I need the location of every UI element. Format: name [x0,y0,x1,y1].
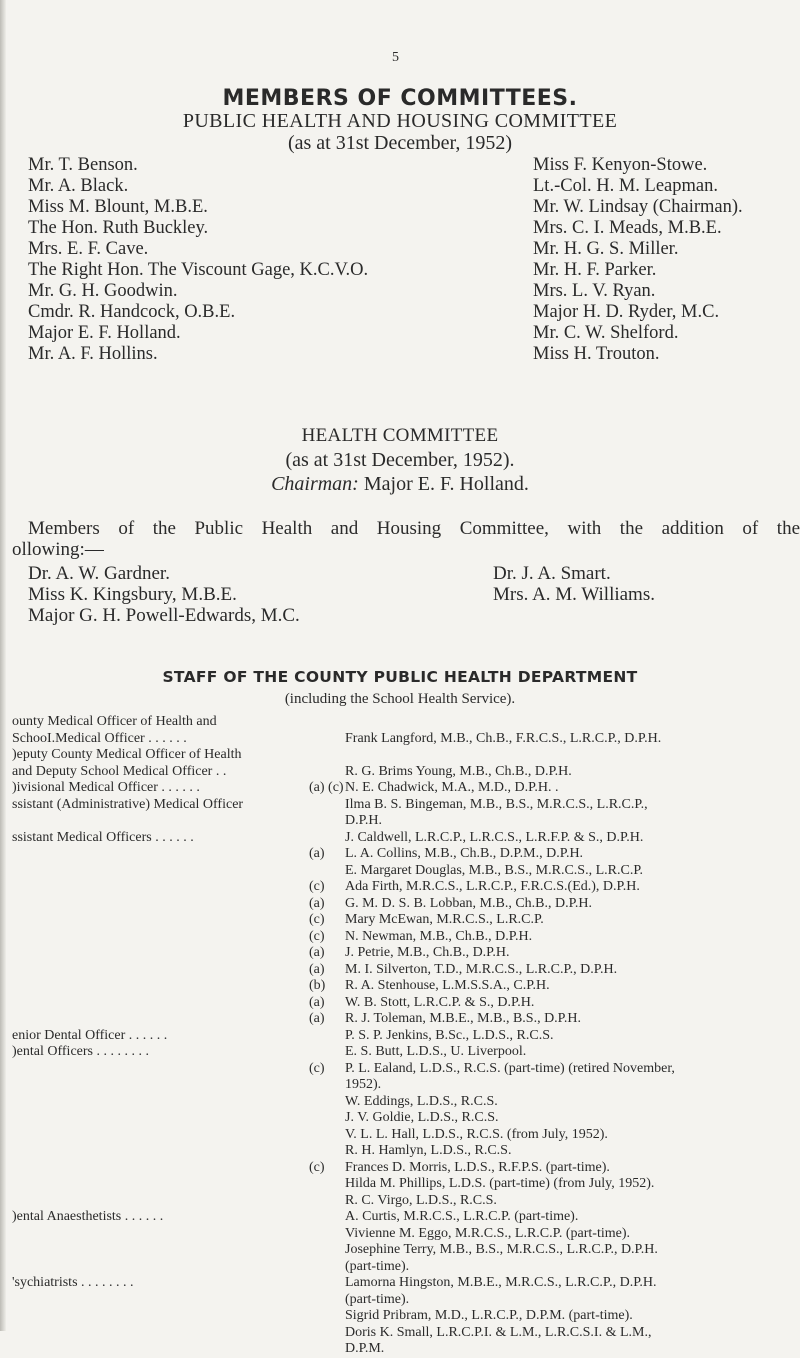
staff-qualifier-mark [309,1242,343,1259]
staff-member-name: V. L. L. Hall, L.D.S., R.C.S. (from July, 1952). [345,1126,608,1142]
member-name: Mr. A. Black. [28,176,129,196]
phc-title: PUBLIC HEALTH AND HOUSING COMMITTEE [182,110,618,132]
staff-role-label [12,1176,312,1193]
chairman-name: Major E. F. Holland. [363,473,529,495]
staff-role-label: SchooI.Medical Officer . . . . . . [12,730,187,746]
staff-qualifier-mark: (b) [309,978,326,993]
staff-member-name: Ilma B. S. Bingeman, M.B., B.S., M.R.C.S., L.R.C.P., [345,796,648,812]
hc-title: HEALTH COMMITTEE [301,425,499,446]
hc-members-left [28,563,300,626]
staff-role-label [12,995,312,1012]
member-name: The Right Hon. The Viscount Gage, K.C.V.O. [28,260,369,280]
staff-member-name [345,714,797,731]
hc-members-right [493,563,655,605]
member-name: Mr. A. F. Hollins. [28,344,158,364]
staff-qualifier-mark [309,1209,343,1226]
staff-qualifier-mark [309,1226,343,1243]
staff-qualifier-mark [309,1143,343,1160]
staff-qualifier-mark: (a) (c) [309,780,344,795]
staff-role-label [12,1226,312,1243]
member-name: Major H. D. Ryder, M.C. [533,302,720,322]
staff-qualifier-mark: (c) [309,1159,325,1175]
staff-role-label: )ivisional Medical Officer . . . . . . [12,780,200,795]
staff-member-name: Frank Langford, M.B., Ch.B., F.R.C.S., L.R.C.P., D.P.H. [345,730,662,746]
staff-role-label [12,1110,312,1127]
staff-qualifier-mark [309,1028,343,1045]
staff-name-column [345,714,797,1358]
staff-role-label [12,1094,312,1111]
staff-role-label: and Deputy School Medical Officer . . [12,763,227,779]
staff-role-label [12,1077,312,1094]
staff-role-label: )eputy County Medical Officer of Health [12,747,242,762]
staff-member-name: D.P.H. [345,813,382,828]
staff-member-name: W. B. Stott, L.R.C.P. & S., D.P.H. [345,994,535,1010]
member-name: Dr. J. A. Smart. [493,563,611,584]
staff-member-name: (part-time). [345,1258,410,1274]
staff-member-name: Lamorna Hingston, M.B.E., M.R.C.S., L.R.C.P., D.P.H. [345,1275,657,1290]
member-name: Mr. H. F. Parker. [533,260,657,280]
staff-role-label [12,1308,312,1325]
member-name: Mr. H. G. S. Miller. [533,239,679,259]
phc-members-left [28,155,368,365]
member-name: Major E. F. Holland. [28,323,181,343]
staff-role-label: )ental Officers . . . . . . . . [12,1044,149,1059]
staff-member-name: P. L. Ealand, L.D.S., R.C.S. (part-time) (retired November, [345,1060,675,1076]
hc-chairman [0,473,800,496]
staff-role-label [12,813,312,830]
staff-qualifier-mark: (c) [309,879,325,894]
staff-qualifier-mark: (a) [309,895,325,911]
staff-role-label [12,912,312,929]
staff-member-name: E. Margaret Douglas, M.B., B.S., M.R.C.S., L.R.C.P. [345,862,644,878]
hc-intro [28,518,800,539]
page-number: 5 [392,50,399,65]
staff-qualifier-mark [309,764,343,781]
staff-role-label: 'sychiatrists . . . . . . . . [12,1275,134,1290]
member-name: Miss K. Kingsbury, M.B.E. [28,584,237,605]
staff-qualifier-mark [309,1308,343,1325]
staff-qualifier-mark [309,863,343,880]
staff-member-name: G. M. D. S. B. Lobban, M.B., Ch.B., D.P.H. [345,895,592,911]
staff-qualifier-mark [309,1044,343,1061]
staff-role-label: ssistant Medical Officers . . . . . . [12,829,194,845]
staff-role-label: ssistant (Administrative) Medical Officer [12,796,244,812]
page-title: MEMBERS OF COMMITTEES. [222,86,578,111]
staff-qualifier-mark [309,1094,343,1111]
staff-subtitle: (including the School Health Service). [284,691,516,707]
staff-member-name: D.P.M. [345,1341,385,1356]
phc-members-right [533,155,743,365]
staff-qualifier-mark [309,747,343,764]
staff-member-name: R. H. Hamlyn, L.D.S., R.C.S. [345,1143,512,1158]
staff-member-name: P. S. P. Jenkins, B.Sc., L.D.S., R.C.S. [345,1027,554,1043]
staff-member-name [345,747,797,764]
staff-qualifier-mark: (a) [309,846,325,861]
staff-member-name: J. Caldwell, L.R.C.P., L.R.C.S., L.R.F.P. & S., D.P.H. [345,829,644,845]
staff-role-label [12,879,312,896]
staff-member-name: R. J. Toleman, M.B.E., M.B., B.S., D.P.H. [345,1011,582,1026]
staff-member-name: Doris K. Small, L.R.C.P.I. & L.M., L.R.C.S.I. & L.M., [345,1324,652,1340]
staff-member-name: Josephine Terry, M.B., B.S., M.R.C.S., L.R.C.P., D.P.H. [345,1242,658,1257]
staff-member-name: A. Curtis, M.R.C.S., L.R.C.P. (part-time). [345,1209,579,1224]
staff-qualifier-mark [309,813,343,830]
staff-qualifier-mark: (c) [309,928,325,944]
staff-role-label [12,1325,312,1342]
staff-member-name: Mary McEwan, M.R.C.S., L.R.C.P. [345,912,544,927]
staff-member-name: N. E. Chadwick, M.A., M.D., D.P.H. . [345,780,559,795]
member-name: Mrs. C. I. Meads, M.B.E. [533,218,722,238]
member-name: Mrs. E. F. Cave. [28,239,149,259]
staff-member-name: J. Petrie, M.B., Ch.B., D.P.H. [345,945,510,960]
staff-role-label [12,1292,312,1309]
staff-qualifier-mark [309,1193,343,1210]
member-name: Mr. C. W. Shelford. [533,323,679,343]
staff-member-name: R. C. Virgo, L.D.S., R.C.S. [345,1192,497,1208]
staff-member-name: L. A. Collins, M.B., Ch.B., D.P.M., D.P.H. [345,846,584,861]
member-name: Lt.-Col. H. M. Leapman. [533,176,718,196]
member-name: Mrs. L. V. Ryan. [533,281,656,301]
staff-qualifier-mark [309,1127,343,1144]
member-name: Mrs. A. M. Williams. [493,584,655,605]
staff-member-name: R. A. Stenhouse, L.M.S.S.A., C.P.H. [345,978,550,993]
staff-member-name: N. Newman, M.B., Ch.B., D.P.H. [345,928,533,944]
staff-qualifier-mark [309,1275,343,1292]
staff-qualifier-mark: (a) [309,994,325,1010]
member-name: The Hon. Ruth Buckley. [28,218,209,238]
staff-role-label [12,1143,312,1160]
staff-role-label [12,978,312,995]
staff-role-label [12,929,312,946]
staff-qualifier-mark [309,714,343,731]
member-name: Cmdr. R. Handcock, O.B.E. [28,302,236,322]
staff-member-name: E. S. Butt, L.D.S., U. Liverpool. [345,1044,527,1059]
phc-date: (as at 31st December, 1952) [287,132,513,154]
member-name: Mr. G. H. Goodwin. [28,281,178,301]
staff-qualifier-mark [309,731,343,748]
staff-qualifier-mark: (c) [309,1060,325,1076]
member-name: Mr. W. Lindsay (Chairman). [533,197,743,217]
staff-qualifier-mark [309,1176,343,1193]
staff-role-label: ounty Medical Officer of Health and [12,714,217,729]
staff-member-name: Sigrid Pribram, M.D., L.R.C.P., D.P.M. (part-time). [345,1308,633,1323]
hc-intro-line: Members of the Public Health and Housing Committee, with the addition of the [28,518,800,539]
staff-role-label [12,1127,312,1144]
staff-member-name: Ada Firth, M.R.C.S., L.R.C.P., F.R.C.S.(Ed.), D.P.H. [345,879,640,894]
staff-member-name: J. V. Goldie, L.D.S., R.C.S. [345,1110,499,1125]
hc-date: (as at 31st December, 1952). [285,449,515,471]
staff-member-name: 1952). [345,1077,382,1092]
member-name: Miss M. Blount, M.B.E. [28,197,208,217]
staff-member-name: (part-time). [345,1291,410,1307]
staff-role-label [12,1259,312,1276]
page-edge-shadow [0,0,6,1331]
staff-qualifier-mark: (c) [309,912,325,927]
staff-member-name: R. G. Brims Young, M.B., Ch.B., D.P.H. [345,763,572,779]
staff-qualifier-mark: (a) [309,945,325,960]
chairman-label: Chairman: [271,473,359,495]
staff-role-label: enior Dental Officer . . . . . . [12,1027,168,1043]
staff-qualifier-mark [309,1110,343,1127]
staff-qualifier-mark [309,1259,343,1276]
staff-role-label [12,896,312,913]
staff-qualifier-mark [309,797,343,814]
staff-qualifier-mark [309,1077,343,1094]
staff-member-name: Frances D. Morris, L.D.S., R.F.P.S. (part-time). [345,1159,610,1175]
staff-qualifier-mark [309,1292,343,1309]
staff-qualifier-mark: (a) [309,1011,325,1026]
staff-member-name: Vivienne M. Eggo, M.R.C.S., L.R.C.P. (part-time). [345,1225,630,1241]
staff-member-name: Hilda M. Phillips, L.D.S. (part-time) (from July, 1952). [345,1176,655,1191]
staff-member-name: W. Eddings, L.D.S., R.C.S. [345,1093,498,1109]
staff-role-label [12,945,312,962]
staff-role-label [12,1242,312,1259]
member-name: Dr. A. W. Gardner. [28,563,170,584]
staff-role-label [12,1160,312,1177]
staff-role-label [12,1341,312,1358]
staff-role-label [12,846,312,863]
staff-role-column [12,714,312,1358]
hc-intro-cont: ollowing:— [12,539,104,560]
staff-role-label [12,1011,312,1028]
staff-qualifier-mark [309,1325,343,1342]
member-name: Miss H. Trouton. [533,344,660,364]
staff-qualifier-mark [309,1341,343,1358]
staff-role-label [12,962,312,979]
staff-title: STAFF OF THE COUNTY PUBLIC HEALTH DEPARTMENT [162,668,638,686]
staff-qualifier-mark: (a) [309,961,325,977]
staff-role-label [12,863,312,880]
staff-qualifier-mark [309,830,343,847]
member-name: Mr. T. Benson. [28,155,138,175]
staff-member-name: M. I. Silverton, T.D., M.R.C.S., L.R.C.P., D.P.H. [345,961,618,977]
member-name: Major G. H. Powell-Edwards, M.C. [28,605,300,626]
staff-role-label [12,1061,312,1078]
staff-role-label: )ental Anaesthetists . . . . . . [12,1209,164,1224]
member-name: Miss F. Kenyon-Stowe. [533,155,708,175]
staff-role-label [12,1193,312,1210]
staff-mark-column [309,714,343,1358]
